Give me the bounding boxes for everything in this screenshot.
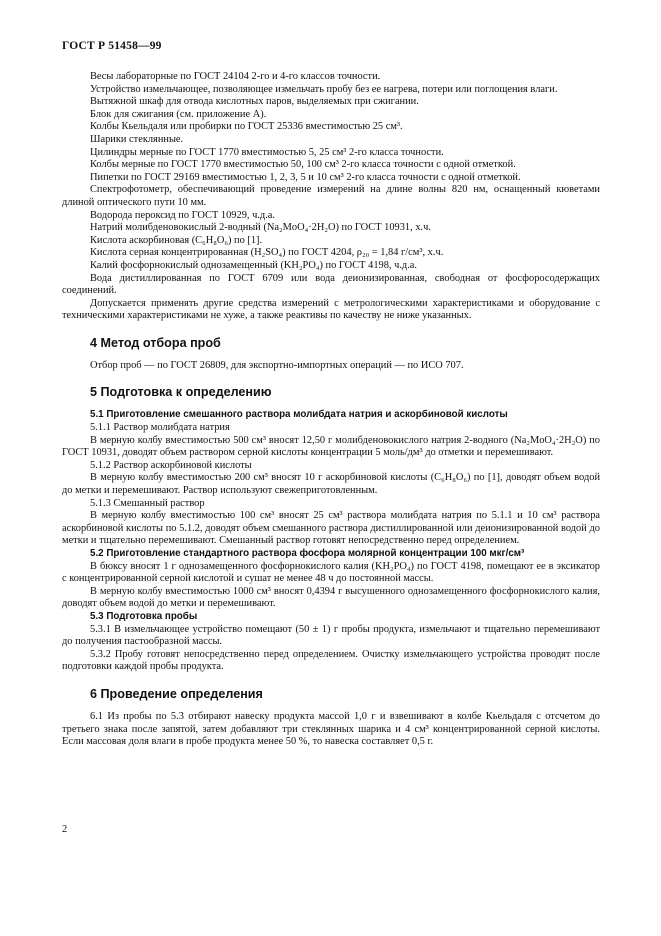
subsection-5-1-3-heading: 5.1.3 Смешанный раствор (90, 497, 205, 509)
list-item: Допускается применять другие средства измерений с метрологическими характеристиками и оборудование с техническими характеристиками не хуже, а также реактивы по качеству не ниже указанных. (62, 297, 600, 322)
list-item: Водорода пероксид по ГОСТ 10929, ч.д.а. (90, 209, 276, 221)
equipment-list (62, 71, 600, 323)
subsection-5-3-2-text: 5.3.2 Пробу готовят непосредственно перед определением. Очистку измельчающего устройства проводят после подготовки каждой пробы продукта. (62, 648, 600, 673)
subsection-5-2-heading: 5.2 Приготовление стандартного раствора фосфора молярной концентрации 100 мкг/см³ (90, 548, 525, 559)
page-number: 2 (62, 824, 68, 835)
section-6-heading: 6 Проведение определения (90, 686, 263, 701)
subsection-5-2-text-1: В бюксу вносят 1 г однозамещенного фосфорнокислого калия (KH₂PO₄) по ГОСТ 4198, помещают ее в эксикатор с концентрированной серной кислотой и сушат не менее 48 ч до постоянной массы. (62, 560, 600, 585)
list-item: Калий фосфорнокислый однозамещенный (KH₂PO₄) по ГОСТ 4198, ч.д.а. (90, 259, 418, 271)
document-page (62, 40, 600, 749)
list-item: Натрий молибденовокислый 2-водный (Na₂MoO₄·2H₂O) по ГОСТ 10931, х.ч. (90, 222, 431, 234)
list-item: Кислота аскорбиновая (C₆H₈O₆) по [1]. (90, 234, 263, 246)
subsection-5-1-2-text: В мерную колбу вместимостью 200 см³ вносят 10 г аскорбиновой кислоты (C₆H₈O₆) по [1], доводят объем водой до метки и перемешивают. Раствор используют свежеприготовленным. (62, 472, 600, 497)
section-4-heading: 4 Метод отбора проб (90, 335, 221, 350)
list-item: Пипетки по ГОСТ 29169 вместимостью 1, 2, 3, 5 и 10 см³ 2-го класса точности с одной отметкой. (90, 171, 521, 183)
subsection-5-2-text-2: В мерную колбу вместимостью 1000 см³ вносят 0,4394 г высушенного однозамещенного фосфорнокислого калия, доводят объем водой до метки и перемешивают. (62, 585, 600, 610)
list-item: Блок для сжигания (см. приложение А). (90, 108, 267, 120)
list-item: Цилиндры мерные по ГОСТ 1770 вместимостью 5, 25 см³ 2-го класса точности. (90, 146, 444, 158)
subsection-5-1-heading: 5.1 Приготовление смешанного раствора молибдата натрия и аскорбиновой кислоты (90, 409, 508, 421)
list-item: Кислота серная концентрированная (H₂SO₄) по ГОСТ 4204, ρ₂₀ = 1,84 г/см³, х.ч. (90, 247, 444, 259)
list-item: Вытяжной шкаф для отвода кислотных паров, выделяемых при сжигании. (90, 96, 419, 108)
subsection-6-1-text: 6.1 Из пробы по 5.3 отбирают навеску продукта массой 1,0 г и взвешивают в колбе Кьельдаля с отсчетом до третьего знака после запятой, затем добавляют три стеклянных шарика и 4 см³ концентрированной серной кислоты. Если массовая доля влаги в пробе продукта менее 50 %, то навеска составляет 0,5 г. (62, 710, 600, 748)
list-item: Устройство измельчающее, позволяющее измельчать пробу без ее нагрева, потери или поглощения влаги. (90, 83, 558, 95)
list-item: Колбы мерные по ГОСТ 1770 вместимостью 50, 100 см³ 2-го класса точности с одной отметкой. (90, 159, 516, 171)
subsection-5-1-1-text: В мерную колбу вместимостью 500 см³ вносят 12,50 г молибденовокислого натрия 2-водного (Na₂MoO₄·2H₂O) по ГОСТ 10931, доводят объем раствором серной кислоты концентрации 5 моль/дм³ до отметки и перемешивают. (62, 434, 600, 459)
section-4-text: Отбор проб — по ГОСТ 26809, для экспортно-импортных операций — по ИСО 707. (90, 359, 464, 371)
subsection-5-1-2-heading: 5.1.2 Раствор аскорбиновой кислоты (90, 459, 252, 471)
list-item: Вода дистиллированная по ГОСТ 6709 или вода деионизированная, свободная от фосфоросодержащих соединений. (62, 272, 600, 297)
document-code: ГОСТ Р 51458—99 (62, 40, 162, 52)
subsection-5-3-1-text: 5.3.1 В измельчающее устройство помещают (50 ± 1) г пробы продукта, измельчают и тщательно перемешивают до получения пастообразной массы. (62, 623, 600, 648)
subsection-5-1-1-heading: 5.1.1 Раствор молибдата натрия (90, 422, 230, 434)
section-5-heading: 5 Подготовка к определению (90, 385, 272, 400)
subsection-5-3-heading: 5.3 Подготовка пробы (90, 610, 198, 622)
subsection-5-1-3-text: В мерную колбу вместимостью 100 см³ вносят 25 см³ раствора молибдата натрия по 5.1.1 и 10 см³ раствора аскорбиновой кислоты по 5.1.2, доводят объем смешанного раствора дистиллированной или деионизированной водой до метки и тщательно перемешивают. Смешанный раствор готовят непосредственно перед определением. (62, 510, 600, 547)
list-item: Весы лабораторные по ГОСТ 24104 2-го и 4-го классов точности. (90, 71, 381, 82)
list-item: Шарики стеклянные. (90, 133, 184, 145)
list-item: Колбы Кьельдаля или пробирки по ГОСТ 25336 вместимостью 25 см³. (90, 121, 403, 133)
list-item: Спектрофотометр, обеспечивающий проведение измерений на длине волны 820 нм, оснащенный кюветами длиной оптического пути 10 мм. (62, 184, 600, 208)
